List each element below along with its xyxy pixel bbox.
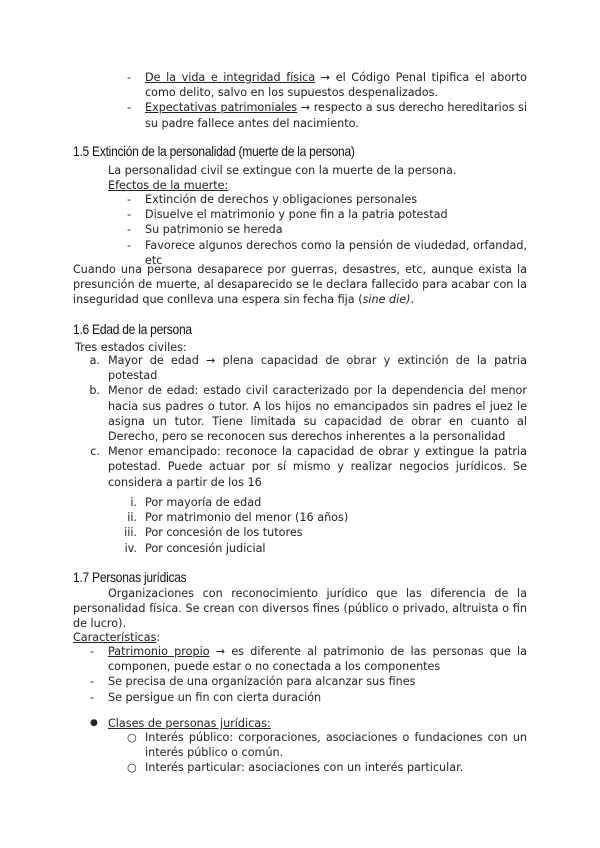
item-text: Favorece algunos derechos como la pensión de viudedad, orfandad, etc: [145, 238, 527, 267]
list-item: [90, 444, 527, 490]
item-text: Interés particular: asociaciones con un interés particular.: [145, 761, 464, 775]
age-list: [89, 353, 527, 490]
item-text: Menor emancipado: reconoce la capacidad de obrar y extingue la patria potestad. Puede actuar por sí mismo y realizar negocios jurídicos. Se considera a partir de los 16: [108, 445, 527, 489]
section-heading: 1.5 Extinción de la personalidad (muerte de la persona): [73, 143, 355, 159]
label-colon: :: [156, 631, 161, 644]
list-item: [127, 222, 527, 237]
classes-block: [90, 716, 527, 731]
section-heading: 1.7 Personas jurídicas: [73, 569, 187, 585]
list-item: [127, 760, 527, 775]
list-item: [127, 192, 527, 207]
item-text: Extinción de derechos y obligaciones personales: [145, 193, 418, 206]
item-marker: b.: [89, 384, 100, 398]
list-item: [127, 100, 527, 130]
item-marker: iv.: [124, 541, 137, 555]
item-marker: c.: [90, 445, 100, 459]
dash-marker: -: [90, 690, 95, 704]
characteristics-label: [73, 630, 160, 645]
arrow-icon: →: [300, 101, 311, 115]
item-marker: iii.: [124, 526, 137, 540]
item-text: el Código Penal tipifica el aborto como delito, salvo en los supuestos despenalizados.: [145, 71, 528, 100]
section-intro: Tres estados civiles:: [75, 341, 187, 354]
list-item: [90, 690, 527, 705]
list-item: [90, 716, 527, 731]
arrow-icon: →: [320, 71, 331, 84]
item-text: respecto a sus derecho hereditarios si su padre fallece antes del nacimiento.: [145, 101, 527, 130]
paragraph-text: Cuando una persona desaparece por guerras, desastres, etc, aunque exista la presunción de muerte, al desaparecido se le declara fallecido para acabar con la inseguridad que conlleva una espera sin fecha fija (: [73, 263, 527, 307]
item-text: Se precisa de una organización para alcanzar sus fines: [108, 675, 416, 689]
dash-marker: -: [90, 675, 95, 689]
dash-marker: -: [127, 238, 132, 252]
section-intro: Organizaciones con reconocimiento jurídico que las diferencia de la personalidad física. Se crean con diversos fines (público o privado, altruista o fin de lucro).: [73, 587, 527, 631]
list-item: [127, 207, 527, 222]
list-item: [90, 644, 527, 674]
item-text: Por matrimonio del menor (16 años): [145, 511, 349, 525]
item-text: Mayor de edad → plena capacidad de obrar y extinción de la patria potestad: [108, 354, 527, 383]
section-intro: La personalidad civil se extingue con la muerte de la persona.: [108, 164, 457, 177]
item-text: Menor de edad: estado civil caracterizado por la dependencia del menor hacia sus padres o tutor. A los hijos no emancipados sin padres el juez le asigna un tutor. Tiene limitada su capacidad de obrar en cuanto al Derecho, pero se reconocen sus derechos inherentes a la personalidad: [108, 384, 527, 444]
list-item: [124, 525, 527, 540]
dash-marker: -: [127, 193, 132, 206]
dash-marker: -: [127, 101, 132, 115]
list-item: [130, 495, 527, 510]
item-marker: a.: [89, 354, 100, 367]
item-text: Por concesión judicial: [145, 541, 266, 555]
classes-list: [127, 730, 527, 776]
item-text: Por concesión de los tutores: [145, 526, 303, 540]
item-label: Expectativas patrimoniales: [145, 101, 298, 115]
circle-icon: ○: [127, 731, 137, 744]
dash-marker: -: [127, 223, 132, 237]
item-label: Clases de personas jurídicas:: [108, 717, 271, 730]
item-text: Su patrimonio se hereda: [145, 223, 283, 237]
item-text: Disuelve el matrimonio y pone fin a la patria potestad: [145, 208, 448, 222]
list-item: [127, 730, 527, 760]
circle-icon: ○: [127, 761, 137, 775]
item-text: Por mayoría de edad: [145, 496, 262, 509]
characteristics-list: [90, 644, 527, 705]
dash-marker: -: [127, 208, 132, 222]
item-text: Interés público: corporaciones, asociaciones o fundaciones con un interés público o común.: [145, 731, 527, 760]
top-list: [127, 70, 528, 131]
list-item: [90, 674, 527, 689]
item-marker: ii.: [127, 511, 137, 525]
dash-marker: -: [90, 645, 95, 658]
effects-list: [127, 192, 527, 268]
effects-label: Efectos de la muerte:: [108, 179, 229, 192]
list-item: [89, 353, 527, 383]
paragraph: [73, 262, 527, 308]
item-text: Se persigue un fin con cierta duración: [108, 690, 322, 704]
item-marker: i.: [130, 496, 137, 509]
latin-term: sine die): [362, 293, 411, 307]
dash-marker: -: [127, 71, 132, 84]
item-label: Patrimonio propio: [108, 645, 210, 658]
sub-list: [124, 495, 527, 556]
bullet-icon: ●: [90, 718, 98, 728]
list-item: [124, 541, 527, 556]
list-item: [127, 510, 527, 525]
paragraph-end: .: [410, 293, 415, 307]
list-item: [89, 383, 527, 444]
section-heading: 1.6 Edad de la persona: [73, 321, 192, 337]
label-text: Características: [73, 631, 157, 644]
item-text: → es diferente al patrimonio de las personas que la componen, puede estar o no conectada a los componentes: [108, 645, 527, 674]
list-item: [127, 70, 528, 100]
item-label: De la vida e integridad física: [145, 71, 316, 84]
